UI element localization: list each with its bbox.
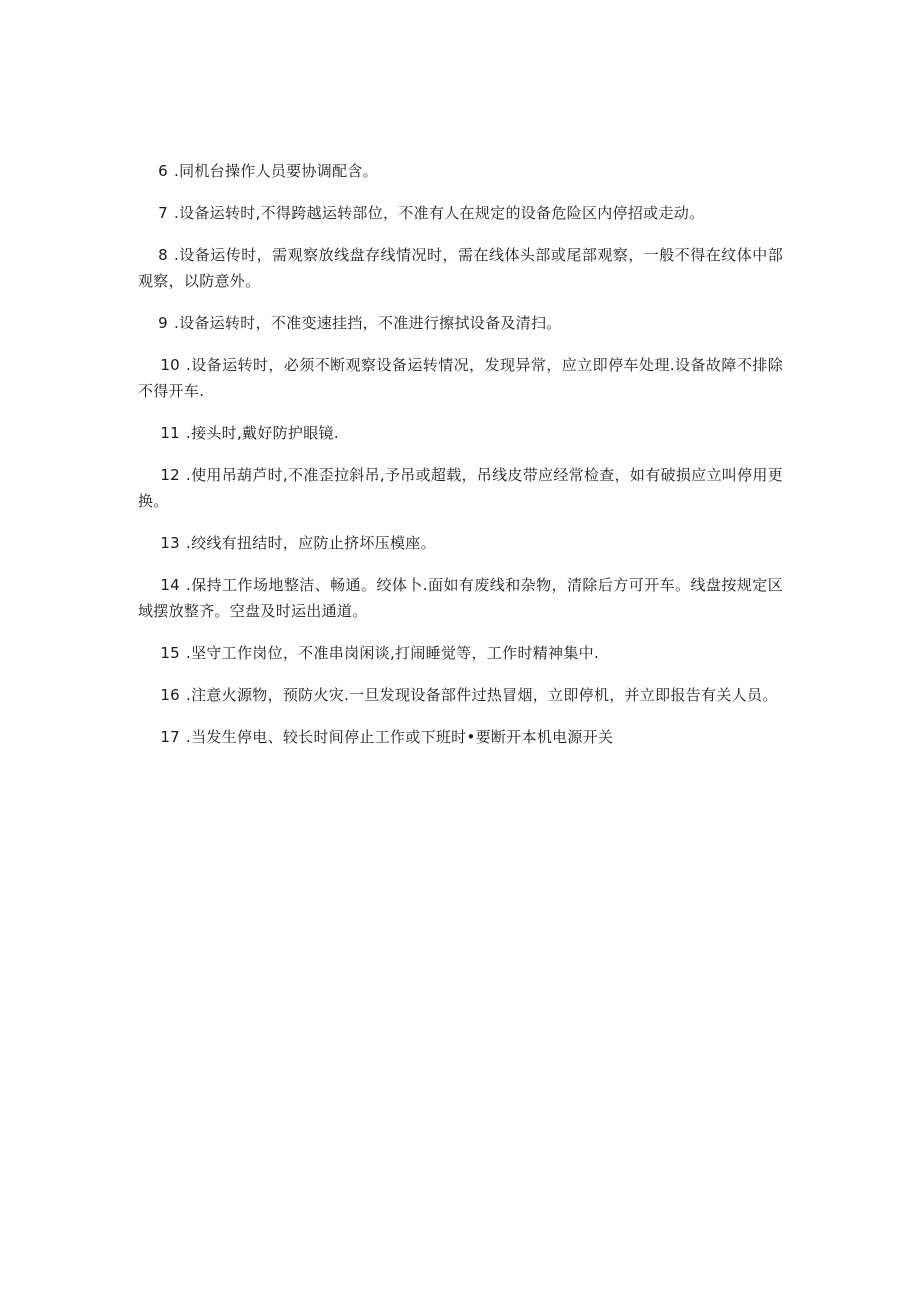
item-number: 16 [160,686,180,704]
item-number: 11 [160,424,180,442]
list-item [138,530,783,556]
item-number: 13 [160,534,180,552]
list-item [138,724,783,750]
list-item [138,352,783,404]
item-number: 17 [160,728,180,746]
item-number: 6 [158,162,168,180]
item-text: .接头时,戴好防护眼镜. [186,424,339,442]
item-text: .设备运转时，必须不断观察设备运转情况，发现异常，应立即停车处理.设备故障不排除不得开车. [138,356,783,400]
item-text: .保持工作场地整洁、畅通。绞体卜.面如有废线和杂物，清除后方可开车。线盘按规定区域摆放整齐。空盘及时运出通道。 [138,576,783,620]
list-item [138,682,783,708]
item-text: .同机台操作人员要协调配含。 [174,162,378,180]
list-item [138,310,783,336]
list-item [138,242,783,294]
item-number: 9 [158,314,168,332]
item-text: .使用吊葫芦时,不准歪拉斜吊,予吊或超载，吊线皮带应经常检查，如有破损应立叫停用更换。 [138,466,783,510]
item-number: 15 [160,644,180,662]
item-text: .当发生停电、较长时间停止工作或下班时•要断开本机电源开关 [186,728,614,746]
item-number: 7 [158,204,168,222]
item-text: .绞线有扭结时，应防止挤坏压模座。 [186,534,436,552]
item-text: .注意火源物，预防火灾.一旦发现设备部件过热冒烟，立即停机，并立即报告有关人员。 [186,686,778,704]
list-item [138,200,783,226]
item-text: .设备运转时，不准变速挂挡，不准进行擦拭设备及清扫。 [174,314,562,332]
item-number: 14 [160,576,180,594]
item-number: 10 [160,356,180,374]
list-item [138,640,783,666]
list-item [138,420,783,446]
list-item [138,462,783,514]
list-item [138,158,783,184]
item-number: 8 [158,246,168,264]
item-number: 12 [160,466,180,484]
item-text: .设备运转时,不得跨越运转部位，不准有人在规定的设备危险区内停招或走动。 [174,204,705,222]
item-text: .设备运传时，需观察放线盘存线情况时，需在线体头部或尾部观察，一般不得在纹体中部观察，以防意外。 [138,246,783,290]
safety-rules-list [138,158,783,766]
item-text: .坚守工作岗位，不准串岗闲谈,打闹睡觉等，工作时精神集中. [186,644,600,662]
list-item [138,572,783,624]
